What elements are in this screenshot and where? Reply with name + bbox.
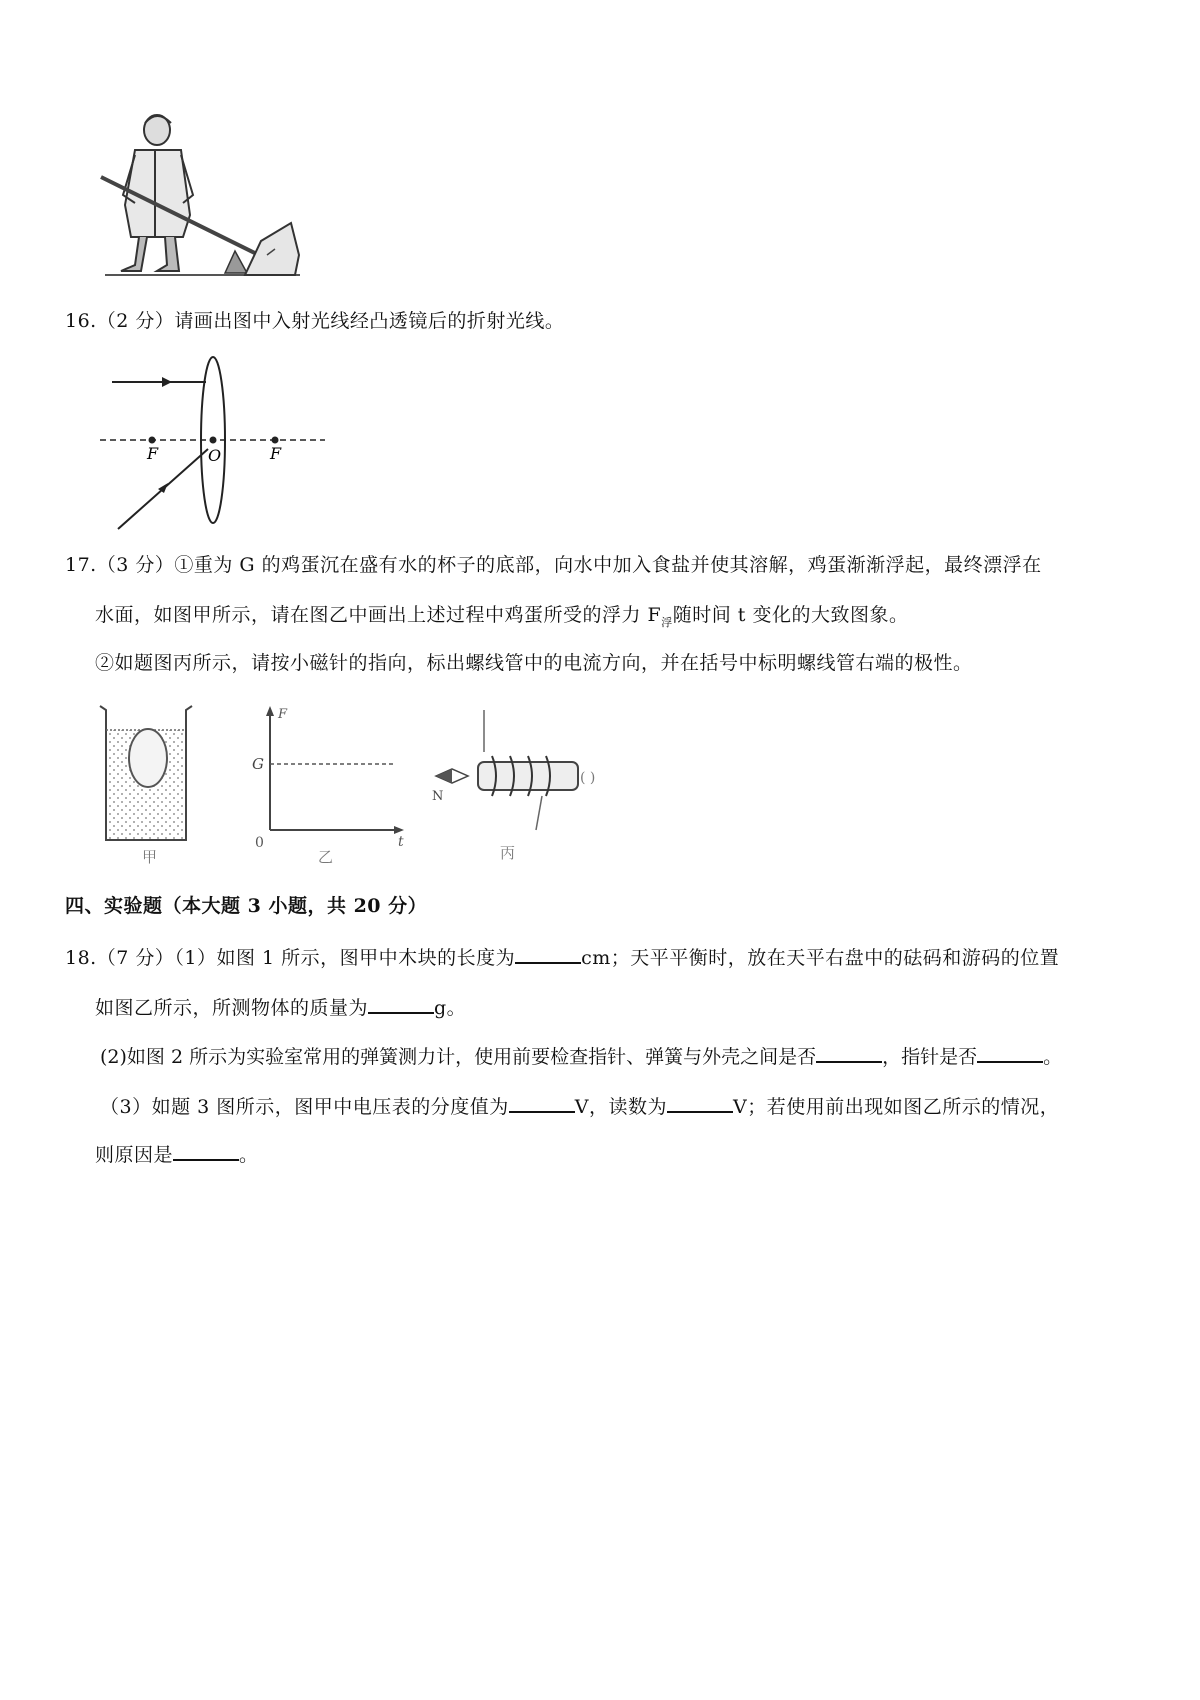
question-text: （1）如图 1 所示，图甲中木块的长度为 [174, 947, 516, 969]
egg [129, 729, 167, 787]
answer-blank-division[interactable] [509, 1093, 575, 1113]
section-title: 四、实验题（本大题 3 小题，共 20 分） [65, 895, 428, 917]
question-text: 如图乙所示，所测物体的质量为 [95, 997, 369, 1019]
question-text: 请画出图中入射光线经凸透镜后的折射光线。 [174, 310, 565, 332]
lever-figure [95, 105, 305, 280]
q17-line1 [65, 552, 1042, 578]
answer-blank-reading[interactable] [667, 1093, 733, 1113]
axis-label-g: G [252, 755, 264, 773]
answer-blank-zero[interactable] [977, 1043, 1043, 1063]
question-score: （7 分） [96, 947, 175, 969]
question-text: g。 [434, 997, 467, 1019]
question-text: ①重为 G 的鸡蛋沉在盛有水的杯子的底部，向水中加入食盐并使其溶解，鸡蛋渐渐浮起，最终漂浮在 [174, 554, 1042, 576]
q18-line1 [65, 944, 1059, 971]
q18-line5 [95, 1141, 259, 1168]
q18-line3 [100, 1043, 1062, 1070]
label-o: O [208, 446, 222, 465]
question-text: 随时间 t 变化的大致图象。 [672, 604, 909, 626]
question-text: ②如题图丙所示，请按小磁针的指向，标出螺线管中的电流方向，并在括号中标明螺线管右端的极性。 [95, 652, 973, 674]
question-number: 18. [65, 947, 97, 969]
fulcrum [225, 251, 247, 273]
question-text: cm；天平平衡时，放在天平右盘中的砝码和游码的位置 [581, 947, 1060, 969]
convex-lens-figure [100, 345, 330, 535]
answer-blank-length[interactable] [515, 944, 581, 964]
question-text: 。 [239, 1144, 259, 1166]
question-number: 16. [65, 310, 97, 332]
answer-blank-reason[interactable] [173, 1141, 239, 1161]
solenoid-figure [430, 700, 620, 870]
question-text: (2)如图 2 所示为实验室常用的弹簧测力计，使用前要检查指针、弹簧与外壳之间是否 [100, 1046, 817, 1068]
question-score: （3 分） [96, 554, 175, 576]
question-number: 17. [65, 554, 97, 576]
rock [245, 223, 299, 275]
question-text: V，读数为 [574, 1096, 667, 1118]
question-text: 则原因是 [95, 1144, 174, 1166]
solenoid-core [478, 762, 578, 790]
question-text: V；若使用前出现如图乙所示的情况， [733, 1096, 1060, 1118]
answer-blank-mass[interactable] [368, 994, 434, 1014]
question-text: 。 [1043, 1046, 1063, 1068]
polarity-bracket: ( ) [580, 770, 596, 786]
axis-label-origin: 0 [255, 835, 264, 851]
beaker-figure [92, 700, 197, 870]
section-heading [65, 893, 427, 919]
question-text: ，指针是否 [882, 1046, 978, 1068]
question-text: （3）如题 3 图所示，图甲中电压表的分度值为 [100, 1096, 509, 1118]
force-time-graph [248, 700, 418, 870]
question-text: 水面，如图甲所示，请在图乙中画出上述过程中鸡蛋所受的浮力 F [95, 604, 662, 626]
answer-blank-friction[interactable] [816, 1043, 882, 1063]
focal-point-left [149, 437, 156, 444]
axis-label-t: t [398, 834, 404, 850]
label-bing: 丙 [500, 844, 516, 862]
label-yi: 乙 [318, 848, 334, 866]
label-f-left: F [147, 444, 159, 463]
optical-center [210, 437, 217, 444]
question-score: （2 分） [96, 310, 175, 332]
q17-line3 [95, 650, 973, 676]
focal-point-right [272, 437, 279, 444]
label-jia: 甲 [142, 848, 158, 866]
q18-line2 [95, 994, 466, 1021]
q16-line [65, 308, 564, 334]
q18-line4 [100, 1093, 1059, 1120]
label-f-right: F [270, 444, 282, 463]
axis-label-f: F [278, 707, 288, 722]
subscript-buoyancy: 浮 [661, 615, 673, 629]
needle-n-label: N [432, 789, 444, 804]
q17-line2 [95, 602, 908, 636]
